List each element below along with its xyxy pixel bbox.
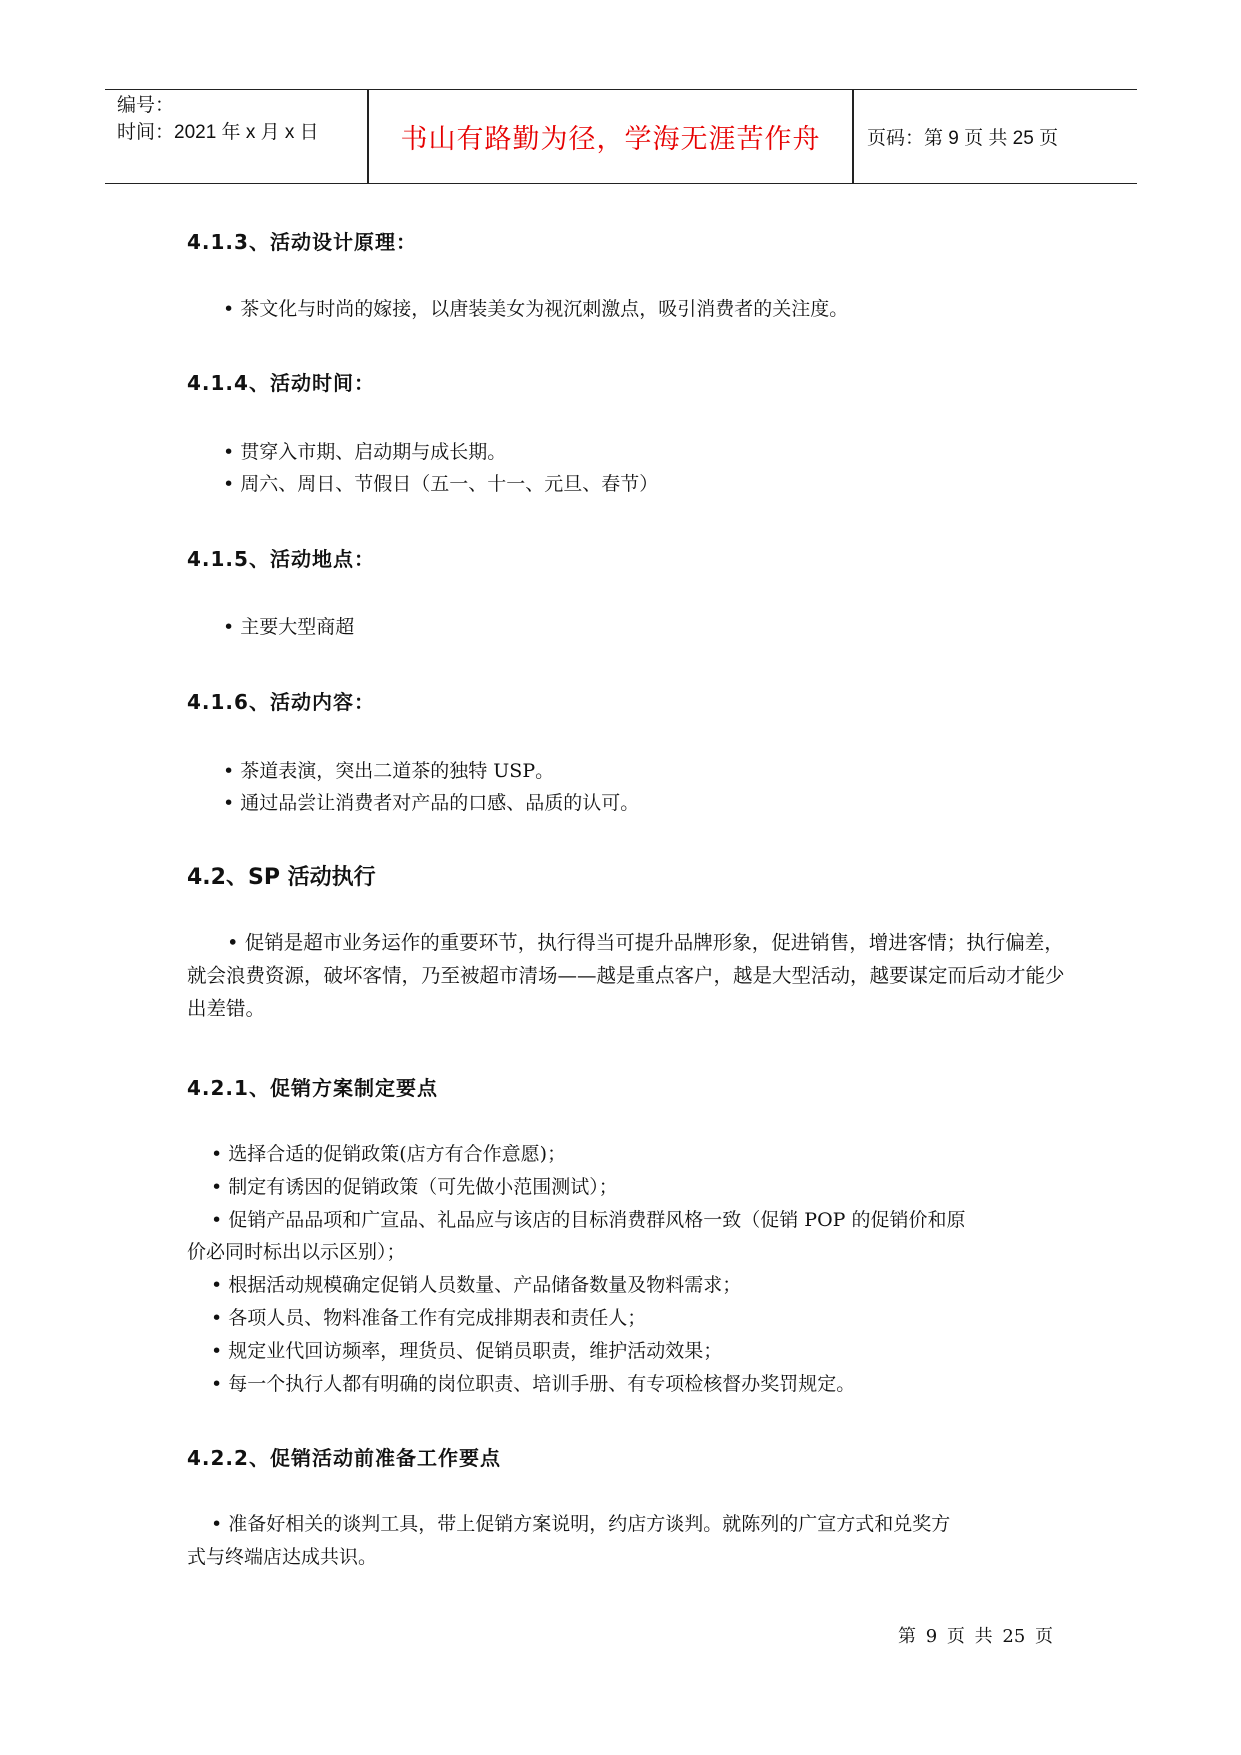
list-item: • 促销产品品项和广宣品、礼品应与该店的目标消费群风格一致（促销 POP 的促销价和原 — [211, 1209, 966, 1231]
header-motto: 书山有路勤为径，学海无涯苦作舟 — [400, 124, 821, 155]
section-heading-4-1-5: 4.1.5、活动地点： — [187, 547, 375, 571]
list-item: • 规定业代回访频率，理货员、促销员职责，维护活动效果； — [211, 1340, 723, 1362]
list-item: • 根据活动规模确定促销人员数量、产品储备数量及物料需求； — [211, 1274, 742, 1296]
section-paragraph — [187, 926, 1067, 1025]
paragraph-text: • 促销是超市业务运作的重要环节，执行得当可提升品牌形象，促进销售，增进客情；执行偏差，就会浪费资源，破坏客情，乃至被超市清场——越是重点客户，越是大型活动，越要谋定而后动才能少出差错。 — [187, 931, 1065, 1020]
list-item: • 每一个执行人都有明确的岗位职责、培训手册、有专项检核督办奖罚规定。 — [211, 1373, 856, 1395]
section-heading-4-1-3: 4.1.3、活动设计原理： — [187, 230, 417, 254]
list-item: 价必同时标出以示区别）； — [187, 1241, 406, 1263]
list-item: • 贯穿入市期、启动期与成长期。 — [223, 441, 507, 463]
list-item: • 制定有诱因的促销政策（可先做小范围测试）； — [211, 1176, 618, 1198]
list-item: • 各项人员、物料准备工作有完成排期表和责任人； — [211, 1307, 647, 1329]
document-date-label: 时间：2021 年 x 月 x 日 — [117, 122, 319, 143]
header-divider — [852, 90, 854, 183]
header-page-indicator: 页码：第 9 页 共 25 页 — [867, 128, 1059, 149]
section-heading-4-1-4: 4.1.4、活动时间： — [187, 371, 375, 395]
list-item: 式与终端店达成共识。 — [187, 1546, 378, 1568]
list-item: • 茶文化与时尚的嫁接，以唐装美女为视沉刺激点，吸引消费者的关注度。 — [223, 298, 849, 320]
list-item: • 准备好相关的谈判工具，带上促销方案说明，约店方谈判。就陈列的广宣方式和兑奖方 — [211, 1513, 951, 1535]
list-item: • 周六、周日、节假日（五一、十一、元旦、春节） — [223, 473, 659, 495]
list-item: • 茶道表演，突出二道茶的独特 USP。 — [223, 760, 555, 782]
section-heading-4-2: 4.2、SP 活动执行 — [187, 865, 376, 890]
document-number-label: 编号： — [117, 95, 175, 116]
page-footer: 第 9 页 共 25 页 — [898, 1626, 1053, 1647]
section-heading-4-2-2: 4.2.2、促销活动前准备工作要点 — [187, 1446, 501, 1470]
header-meta — [117, 92, 319, 146]
list-item: • 选择合适的促销政策(店方有合作意愿)； — [211, 1143, 567, 1165]
document-header — [105, 89, 1137, 184]
section-heading-4-2-1: 4.2.1、促销方案制定要点 — [187, 1076, 438, 1100]
section-heading-4-1-6: 4.1.6、活动内容： — [187, 690, 375, 714]
list-item: • 主要大型商超 — [223, 616, 355, 638]
list-item: • 通过品尝让消费者对产品的口感、品质的认可。 — [223, 792, 640, 814]
